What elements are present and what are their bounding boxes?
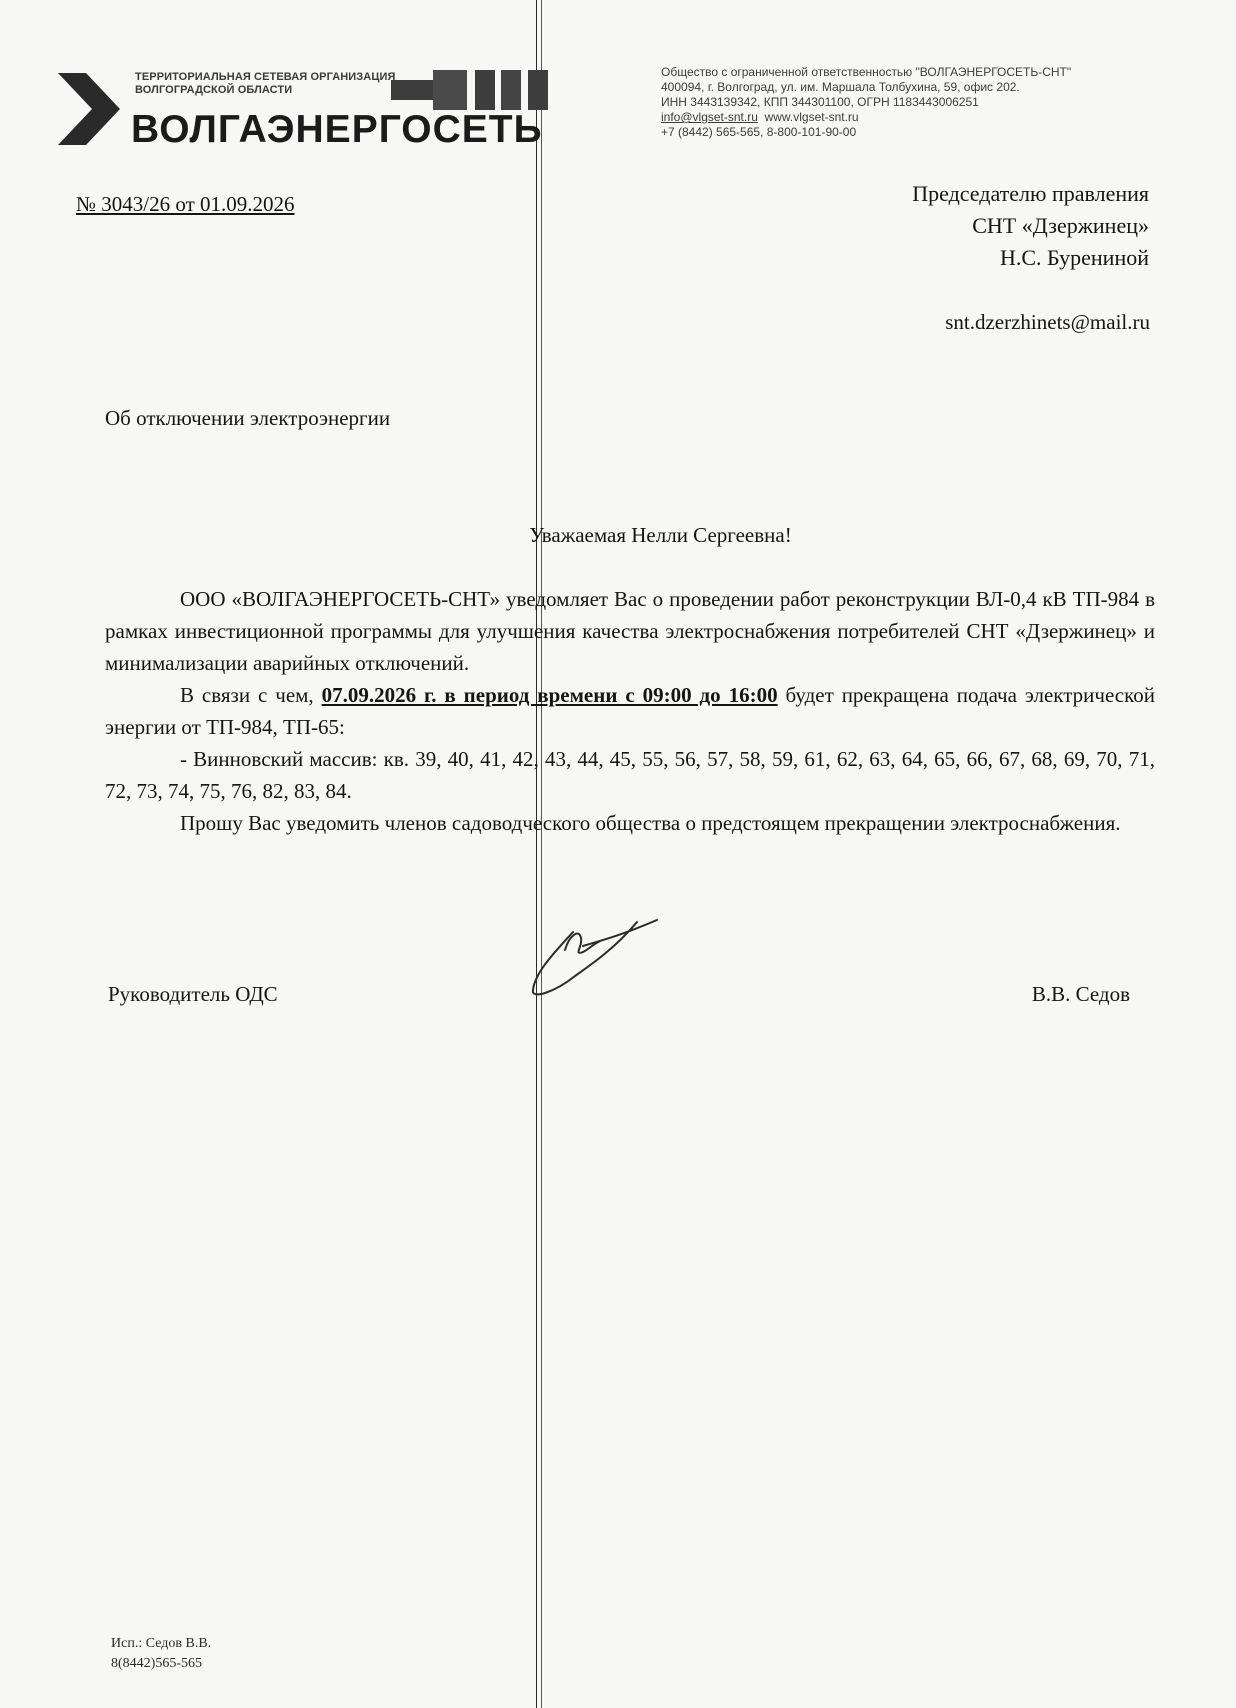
- handwritten-signature: [525, 912, 665, 1002]
- logo-chevron-icon: [58, 73, 120, 145]
- body-paragraph: - Винновский массив: кв. 39, 40, 41, 42, 43, 44, 45, 55, 56, 57, 58, 59, 61, 62, 63, 64, 65, 66, 67, 68, 69, 70, 71, 72, 73, 74, 75, 76, 82, 83, 84.: [105, 747, 1155, 803]
- company-tax-ids: ИНН 3443139342, КПП 344301100, ОГРН 1183443006251: [661, 95, 979, 109]
- logo-caption: [135, 71, 396, 97]
- letter-subject: Об отключении электроэнергии: [105, 406, 391, 430]
- outage-date-time: 07.09.2026 г. в период времени с 09:00 до 16:00: [321, 683, 778, 707]
- company-logo: [58, 68, 573, 158]
- letter-greeting: Уважаемая Нелли Сергеевна!: [529, 523, 792, 547]
- company-name: Общество с ограниченной ответственностью "ВОЛГАЭНЕРГОСЕТЬ-СНТ": [661, 65, 1072, 79]
- company-email-link[interactable]: info@vlgset-snt.ru: [661, 110, 758, 124]
- company-contacts: [661, 110, 1071, 125]
- letter-body: [105, 583, 1155, 839]
- body-text: В связи с чем,: [180, 683, 322, 707]
- company-phones: +7 (8442) 565-565, 8-800-101-90-00: [661, 125, 857, 139]
- executor-phone: 8(8442)565-565: [111, 1656, 202, 1671]
- recipient-organization: СНТ «Дзержинец»: [972, 213, 1149, 238]
- executor-name: Исп.: Седов В.В.: [111, 1636, 212, 1651]
- reference-number: № 3043/26 от 01.09.2026: [76, 192, 295, 216]
- recipient-name: Н.С. Бурениной: [999, 245, 1149, 270]
- body-paragraph: [105, 679, 1155, 743]
- scan-line: [541, 0, 542, 1708]
- recipient-title: Председателю правления: [912, 181, 1149, 206]
- logo-wordmark: ВОЛГАЭНЕРГОСЕТЬ: [131, 108, 543, 151]
- executor-block: [111, 1634, 211, 1674]
- company-requisites: [661, 65, 1071, 140]
- recipient-block: [912, 178, 1149, 274]
- scan-line: [536, 0, 537, 1708]
- signatory-name: В.В. Седов: [1031, 982, 1130, 1006]
- body-text: будет прекращена подача электрической энергии от ТП-984, ТП-65:: [105, 683, 1155, 739]
- logo-caption-line: ВОЛГОГРАДСКОЙ ОБЛАСТИ: [135, 84, 293, 96]
- company-address: 400094, г. Волгоград, ул. им. Маршала Толбухина, 59, офис 202.: [661, 80, 1020, 94]
- company-website: www.vlgset-snt.ru: [764, 110, 859, 124]
- body-paragraph: Прошу Вас уведомить членов садоводческого общества о предстоящем прекращении электроснабжения.: [180, 811, 1121, 835]
- logo-caption-line: ТЕРРИТОРИАЛЬНАЯ СЕТЕВАЯ ОРГАНИЗАЦИЯ: [135, 71, 396, 83]
- body-paragraph: ООО «ВОЛГАЭНЕРГОСЕТЬ-СНТ» уведомляет Вас о проведении работ реконструкции ВЛ-0,4 кВ ТП-984 в рамках инвестиционной программы для улучшения качества электроснабжения потребителей СНТ «Дзержинец» и минимализации аварийных отключений.: [105, 587, 1155, 675]
- recipient-email: snt.dzerzhinets@mail.ru: [945, 310, 1150, 334]
- signatory-position: Руководитель ОДС: [108, 982, 278, 1006]
